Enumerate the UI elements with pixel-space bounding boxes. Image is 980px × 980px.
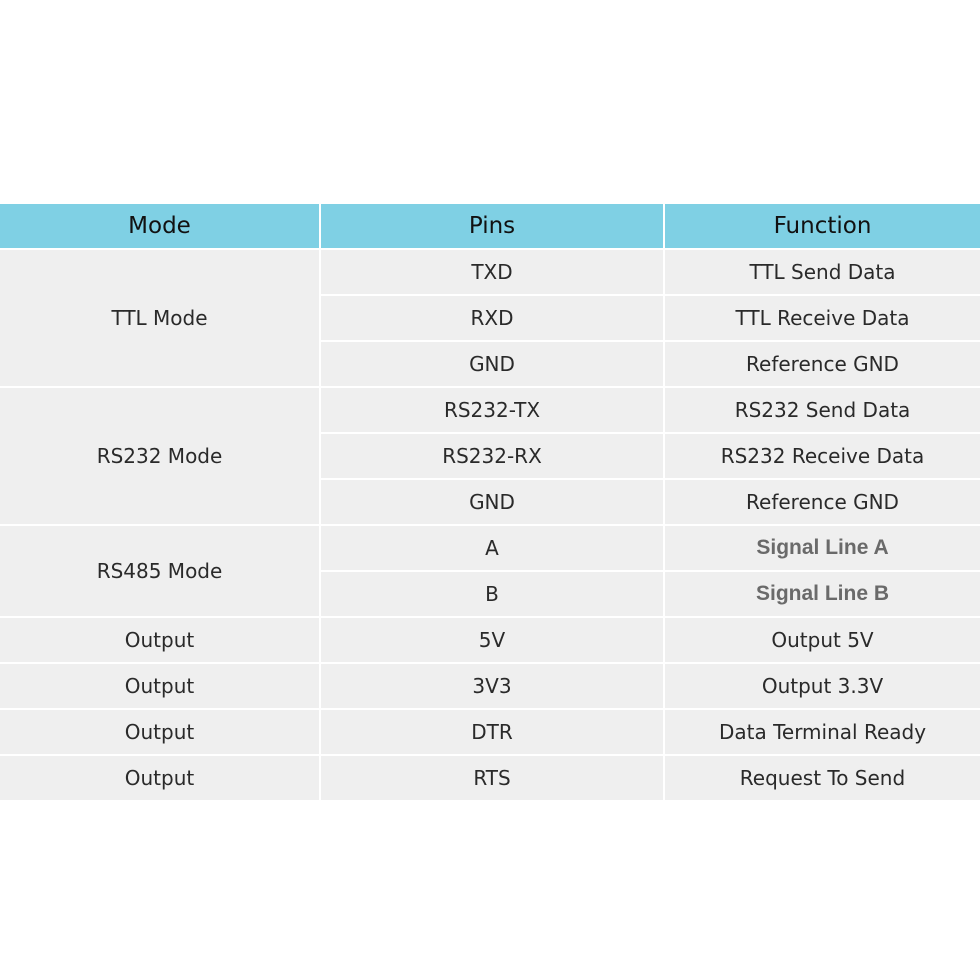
pin-cell: GND [320, 479, 664, 525]
table-row [0, 755, 980, 800]
table-row [0, 709, 980, 755]
mode-cell: RS485 Mode [0, 525, 320, 617]
pin-function-table [0, 204, 980, 800]
pin-cell: A [320, 525, 664, 571]
function-cell: TTL Receive Data [664, 295, 980, 341]
table-row [0, 525, 980, 571]
table-row [0, 249, 980, 295]
pin-cell: RS232-TX [320, 387, 664, 433]
function-cell: RS232 Receive Data [664, 433, 980, 479]
table-header-row [0, 204, 980, 249]
function-cell: Data Terminal Ready [664, 709, 980, 755]
pin-cell: RTS [320, 755, 664, 800]
pin-cell: 3V3 [320, 663, 664, 709]
mode-cell: Output [0, 709, 320, 755]
function-cell: Output 3.3V [664, 663, 980, 709]
pin-cell: B [320, 571, 664, 617]
function-cell: Output 5V [664, 617, 980, 663]
table-row [0, 663, 980, 709]
table-row [0, 617, 980, 663]
table-row [0, 387, 980, 433]
pin-cell: RS232-RX [320, 433, 664, 479]
function-cell: Request To Send [664, 755, 980, 800]
function-cell: Signal Line A [664, 525, 980, 571]
function-cell: RS232 Send Data [664, 387, 980, 433]
function-cell: Reference GND [664, 341, 980, 387]
mode-cell: Output [0, 617, 320, 663]
pin-cell: GND [320, 341, 664, 387]
mode-cell: TTL Mode [0, 249, 320, 387]
pin-cell: 5V [320, 617, 664, 663]
mode-cell: Output [0, 755, 320, 800]
function-cell: TTL Send Data [664, 249, 980, 295]
function-cell: Signal Line B [664, 571, 980, 617]
mode-cell: RS232 Mode [0, 387, 320, 525]
pin-cell: RXD [320, 295, 664, 341]
pin-cell: DTR [320, 709, 664, 755]
mode-cell: Output [0, 663, 320, 709]
header-pins: Pins [320, 204, 664, 249]
table-body [0, 249, 980, 800]
header-function: Function [664, 204, 980, 249]
pin-cell: TXD [320, 249, 664, 295]
header-mode: Mode [0, 204, 320, 249]
function-cell: Reference GND [664, 479, 980, 525]
